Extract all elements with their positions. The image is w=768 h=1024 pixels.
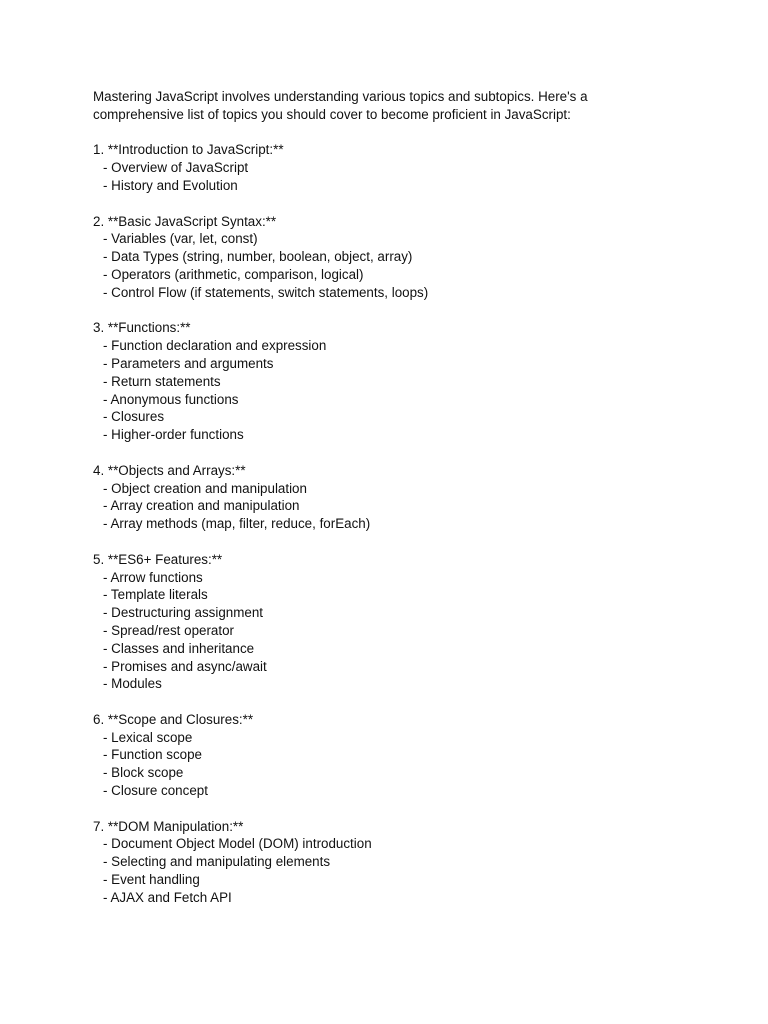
section-heading: 1. **Introduction to JavaScript:** [93, 142, 284, 158]
list-item: - Array methods (map, filter, reduce, forEach) [103, 516, 371, 532]
list-item: - Closures [103, 409, 165, 425]
topic-section [93, 319, 693, 444]
list-item: - Higher-order functions [103, 427, 244, 443]
list-item: - Control Flow (if statements, switch statements, loops) [103, 284, 429, 300]
topic-section [93, 551, 693, 693]
list-item: - Parameters and arguments [103, 355, 274, 371]
topic-sections [93, 124, 693, 907]
list-item: - Operators (arithmetic, comparison, logical) [103, 266, 364, 282]
intro-line: Mastering JavaScript involves understanding various topics and subtopics. Here's a [93, 89, 588, 104]
list-item: - Function scope [103, 747, 202, 763]
topic-section [93, 141, 693, 194]
list-item: - Block scope [103, 765, 184, 781]
section-heading: 3. **Functions:** [93, 320, 191, 336]
list-item: - Lexical scope [103, 729, 193, 745]
list-item: - AJAX and Fetch API [103, 889, 232, 905]
list-item: - History and Evolution [103, 177, 238, 193]
list-item: - Data Types (string, number, boolean, object, array) [103, 249, 413, 265]
document-body [93, 88, 693, 907]
section-spacer [93, 693, 693, 711]
section-spacer [93, 800, 693, 818]
section-heading: 5. **ES6+ Features:** [93, 551, 223, 567]
section-heading: 4. **Objects and Arrays:** [93, 462, 246, 478]
intro-paragraph [93, 88, 693, 124]
section-spacer [93, 195, 693, 213]
section-spacer [93, 444, 693, 462]
topic-section [93, 462, 693, 533]
list-item: - Promises and async/await [103, 658, 267, 674]
list-item: - Variables (var, let, const) [103, 231, 258, 247]
intro-line: comprehensive list of topics you should cover to become proficient in JavaScript: [93, 106, 571, 122]
list-item: - Array creation and manipulation [103, 498, 300, 514]
list-item: - Object creation and manipulation [103, 480, 307, 496]
section-spacer [93, 124, 693, 142]
list-item: - Overview of JavaScript [103, 160, 249, 176]
list-item: - Selecting and manipulating elements [103, 854, 331, 870]
list-item: - Anonymous functions [103, 391, 239, 407]
list-item: - Template literals [103, 587, 208, 603]
list-item: - Function declaration and expression [103, 338, 327, 354]
topic-section [93, 818, 693, 907]
section-heading: 2. **Basic JavaScript Syntax:** [93, 213, 277, 229]
topic-section [93, 711, 693, 800]
list-item: - Closure concept [103, 783, 208, 799]
list-item: - Spread/rest operator [103, 622, 234, 638]
list-item: - Classes and inheritance [103, 640, 255, 656]
list-item: - Destructuring assignment [103, 605, 264, 621]
section-spacer [93, 302, 693, 320]
section-heading: 7. **DOM Manipulation:** [93, 818, 244, 834]
topic-section [93, 213, 693, 302]
section-heading: 6. **Scope and Closures:** [93, 711, 254, 727]
list-item: - Event handling [103, 872, 200, 888]
list-item: - Return statements [103, 373, 221, 389]
list-item: - Arrow functions [103, 569, 203, 585]
list-item: - Document Object Model (DOM) introduction [103, 836, 372, 852]
section-spacer [93, 533, 693, 551]
list-item: - Modules [103, 676, 162, 692]
